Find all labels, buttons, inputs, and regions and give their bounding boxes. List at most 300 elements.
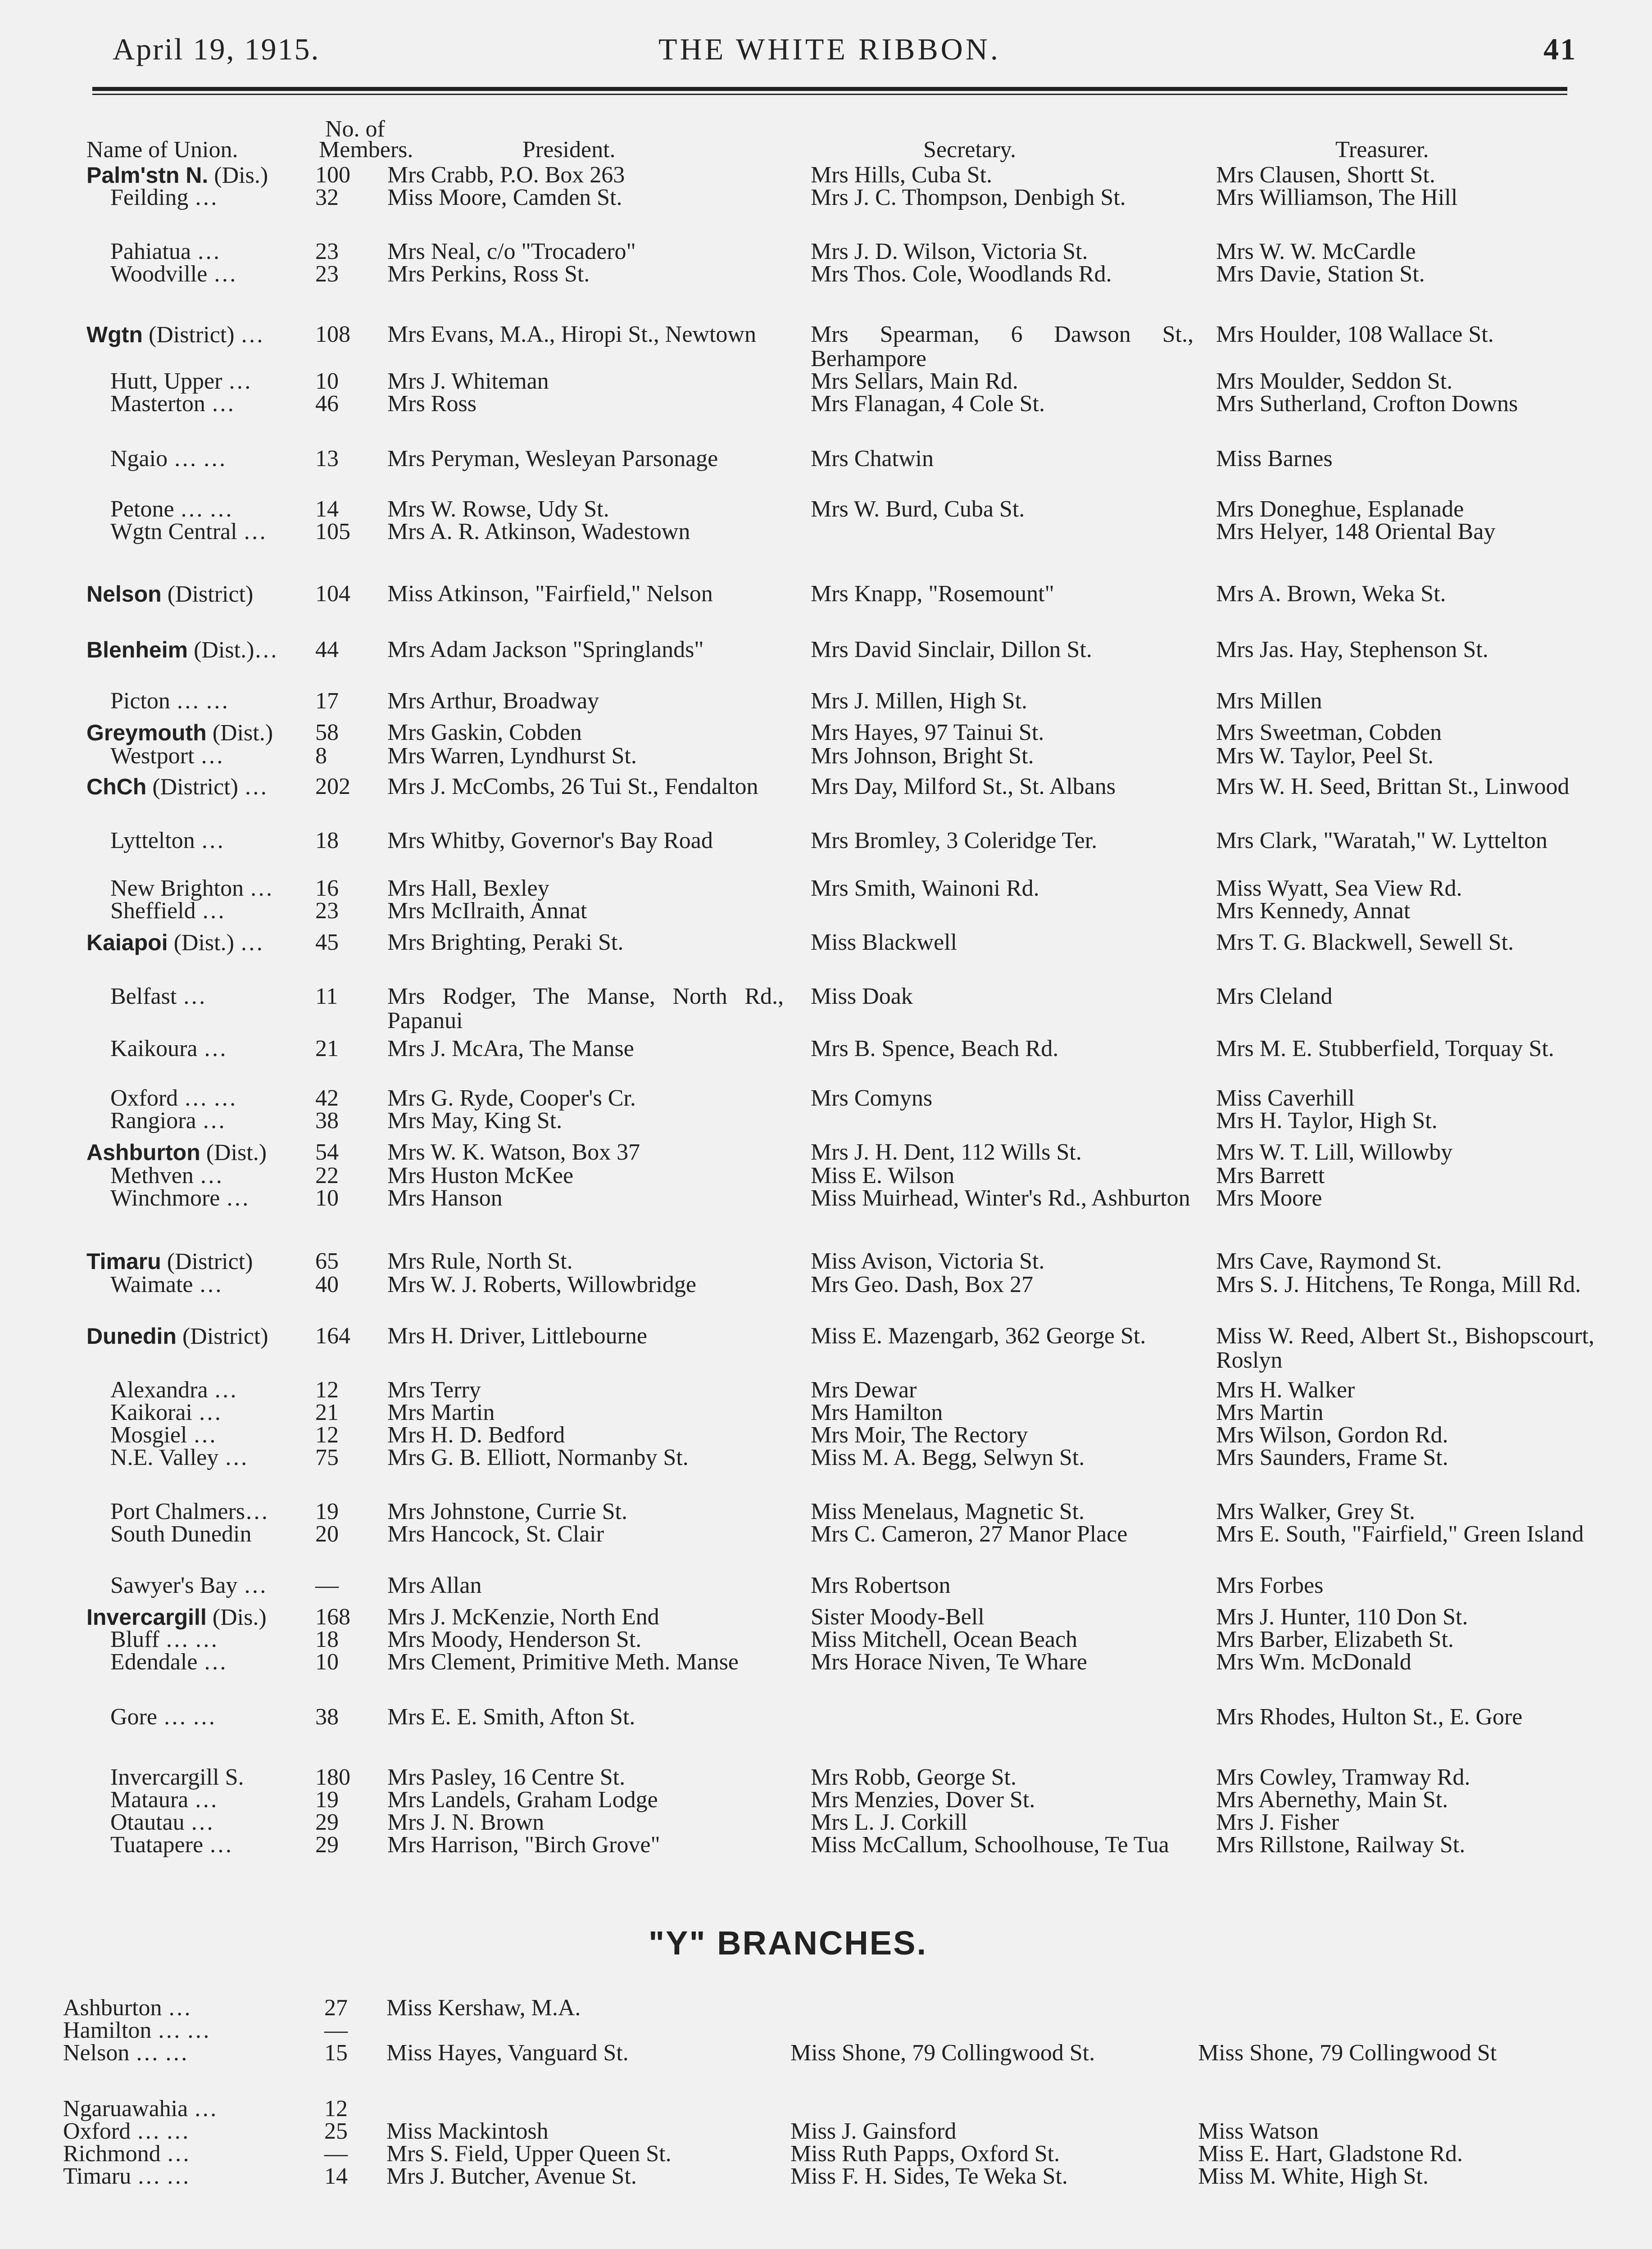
union-name [110,392,331,416]
treasurer: Mrs W. T. Lill, Willowby [1216,1139,1453,1165]
member-count: 14 [315,496,339,522]
president: Miss Moore, Camden St. [387,185,622,210]
union-name-suffix: … [205,391,235,417]
treasurer: Mrs Cowley, Tramway Rd. [1216,1764,1470,1790]
header-rule [92,87,1567,91]
member-count: 14 [324,2163,348,2189]
union-name [110,1273,331,1297]
secretary: Miss Blackwell [811,930,957,955]
union-name-suffix: (Dis.) [208,163,268,188]
union-name [110,240,331,264]
secretary: Miss Mitchell, Ocean Beach [811,1627,1078,1652]
union-name-text: Gore [110,1704,157,1730]
col-head-no-of: No. of [325,116,385,142]
union-name-suffix: … [177,984,206,1009]
secretary: Mrs Day, Milford St., St. Albans [811,774,1116,799]
member-count: 40 [315,1272,339,1297]
union-name-text: Bluff [110,1627,159,1652]
secretary: Mrs Hayes, 97 Tainui St. [811,720,1044,745]
president: Mrs G. Ryde, Cooper's Cr. [387,1085,636,1111]
secretary: Sister Moody-Bell [811,1604,985,1630]
y-branch-name-text: Ngaruawahia [63,2096,188,2122]
y-branch-name-suffix: … [162,1995,191,2021]
union-name [110,1810,331,1835]
union-name-text: Kaikorai [110,1400,192,1425]
col-head-name: Name of Union. [86,137,238,163]
union-name [110,447,331,471]
treasurer: Mrs Davie, Station St. [1216,261,1425,287]
union-name-text: Ashburton [86,1140,200,1165]
union-name-text: Petone [110,496,174,522]
y-branches-title: "Y" BRANCHES. [649,1924,928,1962]
treasurer: Mrs Doneghue, Esplanade [1216,496,1464,522]
y-branch-name [63,2119,297,2144]
union-name-suffix: … … [170,688,229,714]
union-name-suffix: … [196,1108,226,1134]
union-name-text: Ngaio [110,446,168,472]
member-count: 18 [315,1627,339,1652]
president: Mrs E. E. Smith, Afton St. [387,1704,635,1730]
col-head-president: President. [522,137,616,163]
member-count: 105 [315,519,350,544]
union-name [110,1500,331,1524]
treasurer: Mrs Moore [1216,1185,1322,1211]
president: Mrs J. McAra, The Manse [387,1036,634,1061]
president: Mrs Ross [387,391,477,417]
president: Mrs Rodger, The Manse, North Rd., Papanui [387,984,784,1034]
union-name [110,1423,331,1447]
union-name [110,369,331,394]
secretary: Mrs J. D. Wilson, Victoria St. [811,239,1088,264]
member-count: 23 [315,239,339,264]
member-count: 29 [315,1809,339,1835]
secretary: Mrs L. J. Corkill [811,1809,968,1835]
treasurer: Miss Watson [1198,2118,1319,2144]
president: Mrs Neal, c/o "Trocadero" [387,239,636,264]
member-count: 45 [315,930,339,955]
secretary: Miss Muirhead, Winter's Rd., Ashburton [811,1185,1190,1211]
treasurer: Mrs H. Taylor, High St. [1216,1108,1438,1134]
union-name [86,163,307,188]
secretary: Miss Shone, 79 Collingwood St. [790,2040,1095,2066]
treasurer: Mrs Abernethy, Main St. [1216,1787,1448,1813]
treasurer: Miss M. White, High St. [1198,2163,1429,2189]
union-name-suffix: … [222,368,252,394]
treasurer: Mrs Kennedy, Annat [1216,898,1411,924]
secretary: Miss McCallum, Schoolhouse, Te Tua [811,1832,1169,1858]
y-branch-name-text: Ashburton [63,1995,162,2021]
treasurer: Mrs W. W. McCardle [1216,239,1416,264]
treasurer: Mrs Barrett [1216,1163,1325,1188]
union-name [110,1109,331,1133]
secretary: Mrs J. Millen, High St. [811,688,1028,714]
president: Mrs May, King St. [387,1108,563,1134]
union-name-suffix: (District) [161,581,254,607]
president: Mrs J. McCombs, 26 Tui St., Fendalton [387,774,758,799]
treasurer: Mrs Cave, Raymond St. [1216,1248,1442,1274]
secretary: Miss M. A. Begg, Selwyn St. [811,1445,1085,1470]
union-name-text: Westport [110,743,195,769]
member-count: 108 [315,322,350,347]
treasurer: Mrs W. Taylor, Peel St. [1216,743,1434,769]
member-count: 46 [315,391,339,417]
union-name-suffix: … … [178,1085,237,1111]
treasurer: Mrs Martin [1216,1400,1324,1425]
union-name-text: Nelson [86,581,162,607]
union-name-text: Invercargill [86,1605,207,1630]
union-name-suffix: … [191,239,221,264]
union-name [110,689,331,713]
col-head-secretary: Secretary. [923,137,1016,163]
union-name-text: Tuatapere [110,1832,204,1858]
member-count: 18 [315,828,339,853]
member-count: 12 [315,1422,339,1448]
member-count: 21 [315,1400,339,1425]
union-name-suffix: … [237,1573,267,1598]
secretary: Miss Menelaus, Magnetic St. [811,1499,1085,1524]
treasurer: Mrs M. E. Stubberfield, Torquay St. [1216,1036,1554,1061]
president: Mrs Moody, Henderson St. [387,1627,642,1652]
treasurer: Mrs H. Walker [1216,1377,1355,1403]
treasurer: Mrs Rhodes, Hulton St., E. Gore [1216,1704,1523,1730]
union-name-suffix: … [203,1832,233,1858]
secretary: Mrs Flanagan, 4 Cole St. [811,391,1045,417]
union-name [86,930,307,955]
union-name [110,829,331,853]
secretary: Mrs Hamilton [811,1400,943,1425]
union-name [86,322,307,347]
union-name [110,1186,331,1211]
treasurer: Mrs Wilson, Gordon Rd. [1216,1422,1448,1448]
member-count: 180 [315,1764,350,1790]
member-count: 25 [324,2118,348,2144]
member-count: 100 [315,162,350,188]
treasurer: Mrs Clausen, Shortt St. [1216,162,1435,188]
treasurer: Mrs Sweetman, Cobden [1216,720,1442,745]
union-name-suffix: … … [159,1627,218,1652]
member-count: 21 [315,1036,339,1061]
president: Mrs Hall, Bexley [387,875,549,901]
secretary: Miss F. H. Sides, Te Weka St. [790,2163,1068,2189]
president: Mrs J. Butcher, Avenue St. [386,2163,637,2189]
header-date: April 19, 1915. [113,32,320,66]
union-name-text: Dunedin [86,1324,177,1349]
member-count: 12 [315,1377,339,1403]
union-name-text: Methven [110,1163,194,1188]
president: Mrs Brighting, Peraki St. [387,930,624,955]
union-name [86,1249,307,1274]
treasurer: Mrs Clark, "Waratah," W. Lyttelton [1216,828,1548,853]
treasurer: Mrs A. Brown, Weka St. [1216,581,1446,607]
secretary: Miss Doak [811,984,913,1009]
member-count: 12 [324,2096,348,2122]
president: Mrs H. D. Bedford [387,1422,565,1448]
col-head-treasurer: Treasurer. [1335,137,1429,163]
union-name-text: Sheffield [110,898,196,924]
union-name-text: Woodville [110,261,208,287]
union-name [110,262,331,286]
union-name-text: Invercargill S. [110,1764,244,1790]
union-name-suffix: … [208,1377,237,1403]
union-name [110,1401,331,1425]
president: Mrs Johnstone, Currie St. [387,1499,627,1524]
president: Miss Hayes, Vanguard St. [386,2040,629,2066]
union-name-text: Wgtn [86,322,143,347]
secretary: Mrs Sellars, Main Rd. [811,368,1018,394]
col-head-members: Members. [319,137,413,163]
union-name-suffix: (District) [176,1324,268,1349]
union-name-suffix: … … [174,496,233,522]
president: Mrs Crabb, P.O. Box 263 [387,162,625,188]
president: Mrs Pasley, 16 Centre St. [387,1764,626,1790]
secretary: Miss J. Gainsford [790,2118,957,2144]
secretary: Miss E. Mazengarb, 362 George St. [811,1323,1146,1349]
y-branch-name [63,2164,297,2189]
union-name-text: Sawyer's Bay [110,1573,238,1598]
union-name [86,775,307,799]
union-name-text: Oxford [110,1085,178,1111]
y-branch-name [63,1996,297,2020]
union-name [110,520,331,544]
union-name-text: Palm'stn N. [86,163,209,188]
member-count: 58 [315,720,339,745]
union-name-text: Kaiapoi [86,930,168,955]
member-count: 10 [315,1649,339,1675]
member-count: 54 [315,1139,339,1165]
union-name-text: Timaru [86,1249,161,1274]
member-count: 38 [315,1704,339,1730]
president: Mrs Evans, M.A., Hiropi St., Newtown [387,322,756,347]
union-name-suffix: … [195,828,224,853]
union-name-suffix: (District) … [142,322,264,348]
president: Mrs Harrison, "Birch Grove" [387,1832,660,1858]
treasurer: Miss Shone, 79 Collingwood St [1198,2040,1497,2066]
union-name-suffix: … [184,1809,214,1835]
secretary: Mrs Horace Niven, Te Whare [811,1649,1087,1675]
union-name-suffix: … [188,1787,218,1813]
president: Mrs Martin [387,1400,495,1425]
member-count: 10 [315,1185,339,1211]
union-name [110,1628,331,1652]
president: Mrs Arthur, Broadway [387,688,599,714]
treasurer: Miss Barnes [1216,446,1333,472]
y-branch-name-suffix: … … [151,2018,210,2043]
union-name-suffix: … [197,1036,227,1061]
union-name-text: Mosgiel [110,1422,187,1448]
president: Mrs Hancock, St. Clair [387,1521,604,1547]
member-count: 13 [315,446,339,472]
union-name [110,876,331,901]
y-branch-name [63,2018,297,2043]
y-branch-name-text: Richmond [63,2141,161,2167]
secretary: Mrs Knapp, "Rosemount" [811,581,1054,607]
treasurer: Mrs Jas. Hay, Stephenson St. [1216,637,1489,662]
member-count: 16 [315,875,339,901]
secretary: Mrs C. Cameron, 27 Manor Place [811,1521,1128,1547]
treasurer: Mrs Forbes [1216,1573,1324,1598]
secretary: Mrs David Sinclair, Dillon St. [811,637,1092,662]
treasurer: Mrs Saunders, Frame St. [1216,1445,1448,1470]
member-count: 202 [315,774,350,799]
treasurer: Mrs Wm. McDonald [1216,1649,1411,1675]
treasurer: Mrs J. Hunter, 110 Don St. [1216,1604,1468,1630]
member-count: 22 [315,1163,339,1188]
union-name [110,1833,331,1857]
treasurer: Mrs Walker, Grey St. [1216,1499,1415,1524]
president: Mrs Hanson [387,1185,503,1211]
union-name-text: Waimate [110,1272,193,1297]
secretary: Mrs Menzies, Dover St. [811,1787,1035,1813]
treasurer: Mrs Williamson, The Hill [1216,185,1458,210]
president: Mrs G. B. Elliott, Normanby St. [387,1445,689,1470]
secretary: Mrs Johnson, Bright St. [811,743,1034,769]
union-name [110,1446,331,1470]
secretary: Mrs J. C. Thompson, Denbigh St. [811,185,1126,210]
union-name-suffix: (Dist.) [206,720,273,746]
union-name-suffix: … [195,898,225,924]
secretary: Mrs Dewar [811,1377,917,1403]
president: Mrs Rule, North St. [387,1248,573,1274]
member-count: 27 [324,1995,348,2021]
member-count: 164 [315,1323,350,1349]
union-name-text: Belfast [110,984,177,1009]
union-name [86,638,307,662]
y-branch-name-text: Nelson [63,2040,130,2066]
member-count: 65 [315,1248,339,1274]
union-name-text: South Dunedin [110,1521,252,1547]
secretary: Miss Avison, Victoria St. [811,1248,1045,1274]
union-name [110,497,331,521]
union-name [110,1573,331,1598]
secretary: Mrs Comyns [811,1085,933,1111]
union-name [110,1378,331,1402]
union-name-suffix: … [192,1400,222,1425]
union-name-text: Otautau [110,1809,185,1835]
union-name [110,1705,331,1729]
union-name-suffix: (District) [161,1249,253,1274]
union-name-suffix: … [244,875,273,901]
union-name-text: Masterton [110,391,205,417]
union-name [86,582,307,607]
member-count: 23 [315,261,339,287]
president: Mrs Warren, Lyndhurst St. [387,743,637,769]
treasurer: Mrs Houlder, 108 Wallace St. [1216,322,1494,347]
treasurer: Mrs W. H. Seed, Brittan St., Linwood [1216,774,1570,799]
y-branch-name-text: Timaru [63,2163,132,2189]
treasurer: Mrs Cleland [1216,984,1333,1009]
union-name-text: N.E. Valley [110,1445,219,1470]
union-name [110,186,331,210]
member-count: — [324,2018,348,2043]
y-branch-name [63,2041,297,2065]
union-name-suffix: … [218,1445,248,1470]
treasurer: Mrs E. South, "Fairfield," Green Island [1216,1521,1584,1547]
y-branch-name-suffix: … [188,2096,218,2122]
union-name-suffix: (Dist.) [200,1140,267,1165]
member-count: 19 [315,1787,339,1813]
member-count: 19 [315,1499,339,1524]
secretary: Miss Ruth Papps, Oxford St. [790,2141,1060,2167]
treasurer: Mrs J. Fisher [1216,1809,1339,1835]
union-name-text: Rangiora [110,1108,196,1134]
treasurer: Miss Caverhill [1216,1085,1355,1111]
member-count: 168 [315,1604,350,1630]
union-name [110,1522,331,1546]
member-count: 23 [315,898,339,924]
union-name [86,1605,307,1630]
member-count: 15 [324,2040,348,2066]
president: Miss Mackintosh [386,2118,549,2144]
treasurer: Mrs S. J. Hitchens, Te Ronga, Mill Rd. [1216,1272,1581,1297]
union-name-text: Greymouth [86,720,207,745]
president: Mrs Terry [387,1377,481,1403]
union-name-text: Picton [110,688,170,714]
member-count: 17 [315,688,339,714]
y-branch-name-text: Oxford [63,2118,131,2144]
secretary: Mrs Moir, The Rectory [811,1422,1028,1448]
president: Mrs J. Whiteman [387,368,549,394]
member-count: 10 [315,368,339,394]
treasurer: Mrs Helyer, 148 Oriental Bay [1216,519,1496,544]
president: Mrs W. J. Roberts, Willowbridge [387,1272,696,1297]
secretary: Mrs Bromley, 3 Coleridge Ter. [811,828,1098,853]
union-name [86,1324,307,1349]
secretary: Mrs Robertson [811,1573,951,1598]
member-count: 11 [315,984,338,1009]
union-name [86,721,307,745]
treasurer: Mrs Moulder, Seddon St. [1216,368,1453,394]
secretary: Mrs Robb, George St. [811,1764,1017,1790]
union-name-suffix: … [207,261,237,287]
union-name-suffix: … [188,185,218,210]
member-count: 44 [315,637,339,662]
member-count: 75 [315,1445,339,1470]
secretary: Mrs B. Spence, Beach Rd. [811,1036,1059,1061]
union-name [110,1765,331,1790]
union-name-suffix: … [187,1422,217,1448]
y-branch-name-suffix: … [160,2141,190,2167]
union-name-text: Wgtn Central [110,519,237,544]
treasurer: Mrs T. G. Blackwell, Sewell St. [1216,930,1514,955]
president: Mrs Whitby, Governor's Bay Road [387,828,713,853]
president: Mrs W. K. Watson, Box 37 [387,1139,640,1165]
union-name-suffix: (Dist.)… [188,637,278,663]
y-branch-name [63,2142,297,2166]
union-name-suffix: (District) … [146,774,268,800]
union-name-text: Blenheim [86,637,188,662]
treasurer: Mrs Sutherland, Crofton Downs [1216,391,1518,417]
header-title: THE WHITE RIBBON. [658,32,1001,66]
union-name [110,1788,331,1812]
secretary: Mrs Thos. Cole, Woodlands Rd. [811,261,1112,287]
president: Miss Kershaw, M.A. [386,1995,581,2021]
member-count: 42 [315,1085,339,1111]
union-name-text: Hutt, Upper [110,368,222,394]
union-name-text: Alexandra [110,1377,208,1403]
president: Mrs Allan [387,1573,482,1598]
y-branch-name-suffix: … … [131,2163,190,2189]
union-name-suffix: … [193,1272,222,1297]
president: Mrs Clement, Primitive Meth. Manse [387,1649,739,1675]
secretary: Mrs Hills, Cuba St. [811,162,993,188]
union-name [86,1140,307,1165]
member-count: 38 [315,1108,339,1134]
union-name-text: Mataura [110,1787,189,1813]
treasurer: Miss Wyatt, Sea View Rd. [1216,875,1462,901]
president: Mrs Landels, Graham Lodge [387,1787,658,1813]
union-name [110,984,331,1009]
y-branch-name-text: Hamilton [63,2018,152,2043]
